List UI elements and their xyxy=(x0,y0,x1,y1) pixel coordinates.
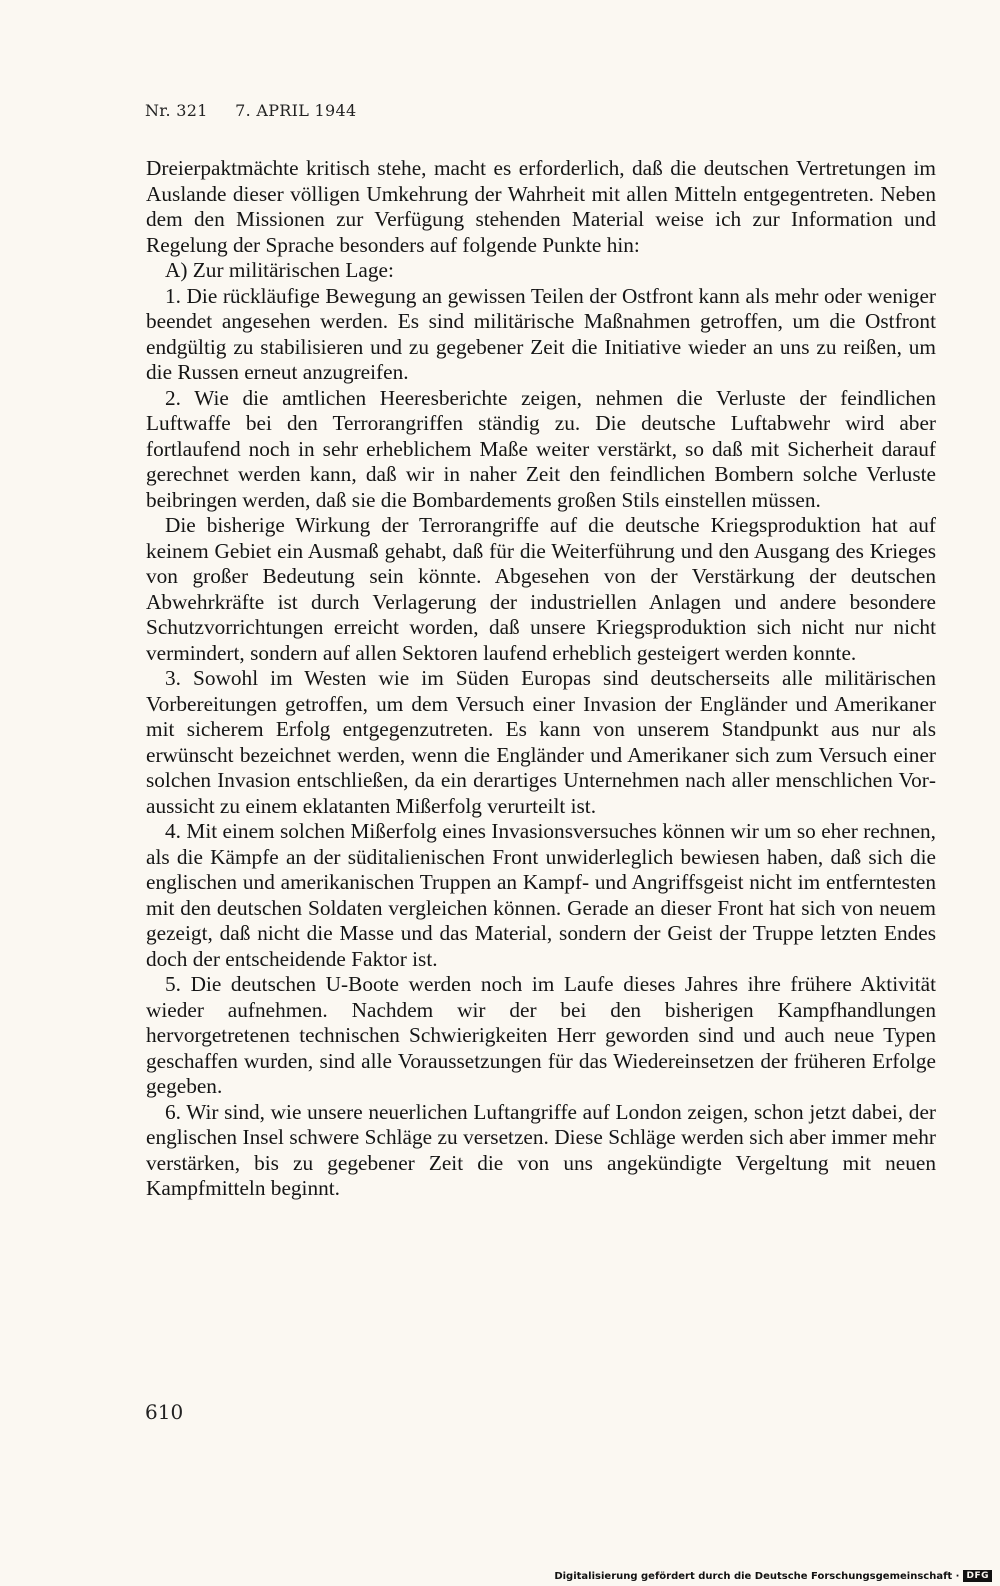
document-date: 7. APRIL 1944 xyxy=(235,101,357,120)
paragraph: Dreierpaktmächte kritisch stehe, macht es erforderlich, daß die deutschen Vertretungen im Auslande dieser völligen Umkehrung der Wahrheit mit allen Mitteln entgegentreten. Neben dem den Missionen zur Verfügung stehenden Material weise ich zur Information und Regelung der Sprache besonders auf folgende Punkte hin: xyxy=(146,156,936,257)
paragraph: 6. Wir sind, wie unsere neuerlichen Luftangriffe auf London zeigen, schon jetzt dabei, der englischen Insel schwere Schläge zu versetzen. Diese Schläge werden sich aber immer mehr verstärken, bis zu gegebener Zeit die von uns angekündigte Vergeltung mit neuen Kampfmitteln beginnt. xyxy=(146,1099,936,1200)
paragraph: 5. Die deutschen U-Boote werden noch im Laufe dieses Jahres ihre frühere Aktivität wieder aufnehmen. Nachdem wir der bei den bisherigen Kampfhandlungen hervorgetretenen technischen Schwierigkeiten Herr geworden sind und auch neue Typen geschaffen wurden, sind alle Voraussetzungen für das Wiedereinsetzen der früheren Erfolge gegeben. xyxy=(146,972,936,1098)
credit-text: Digitalisierung gefördert durch die Deutsche Forschungsgemeinschaft · xyxy=(554,1570,960,1582)
paragraph: 1. Die rückläufige Bewegung an gewissen Teilen der Ostfront kann als mehr oder weniger beendet angesehen werden. Es sind militärische Maßnahmen getroffen, um die Ostfront endgültig zu stabilisieren und zu gegebener Zeit die Initiative wieder an uns zu reißen, um die Russen erneut anzugreifen. xyxy=(146,283,936,384)
document-number: Nr. 321 xyxy=(145,101,208,120)
paragraph: A) Zur militärischen Lage: xyxy=(165,258,394,282)
body-text xyxy=(146,156,936,1202)
paragraph: 2. Wie die amtlichen Heeresberichte zeigen, nehmen die Verluste der feindlichen Luftwaffe bei den Terrorangriffen ständig zu. Die deutsche Luftabwehr wird aber fortlaufend noch in sehr erheblichem Maße weiter verstärkt, so daß mit Sicherheit darauf gerechnet werden kann, daß wir in naher Zeit den feindlichen Bombern solche Verluste beibringen werden, daß sie die Bombardements großen Stils einstellen müssen. xyxy=(146,385,936,512)
running-header xyxy=(145,101,356,120)
paragraph: 3. Sowohl im Westen wie im Süden Europas sind deutscherseits alle militärischen Vorbereitungen getroffen, um dem Versuch einer Invasion der Engländer und Amerikaner mit sicherem Erfolg entgegenzutreten. Es kann von unserem Standpunkt aus nur als erwünscht bezeichnet werden, wenn die Engländer und Amerikaner sich zum Versuch einer solchen Invasion entschließen, da ein derartiges Unternehmen nach aller menschlichen Voraussicht zu einem eklatanten Mißerfolg verurteilt ist. xyxy=(146,666,936,818)
paragraph: 4. Mit einem solchen Mißerfolg eines Invasionsversuches können wir um so eher rechnen, als die Kämpfe an der süditalienischen Front unwiderleglich bewiesen haben, daß sich die englischen und amerikanischen Truppen an Kampf- und Angriffsgeist nicht im entferntesten mit den deutschen Soldaten vergleichen können. Gerade an dieser Front hat sich von neuem gezeigt, daß nicht die Masse und das Material, sondern der Geist der Truppe letzten Endes doch der entscheidende Faktor ist. xyxy=(146,819,936,971)
digitization-credit xyxy=(554,1570,992,1582)
paragraph: Die bisherige Wirkung der Terrorangriffe auf die deutsche Kriegsproduktion hat auf keinem Gebiet ein Ausmaß gehabt, daß für die Weiterführung und den Ausgang des Krieges von großer Bedeutung sein könnte. Abgesehen von der Verstärkung der deutschen Abwehrkräfte ist durch Verlagerung der industriellen Anlagen und andere besondere Schutzvorrichtungen erreicht worden, daß unsere Kriegsproduktion sich nicht nur nicht vermindert, sondern auf allen Sektoren laufend erheblich gesteigert werden konnte. xyxy=(146,513,936,665)
dfg-logo-icon: DFG xyxy=(963,1570,992,1582)
page-number: 610 xyxy=(145,1400,184,1424)
